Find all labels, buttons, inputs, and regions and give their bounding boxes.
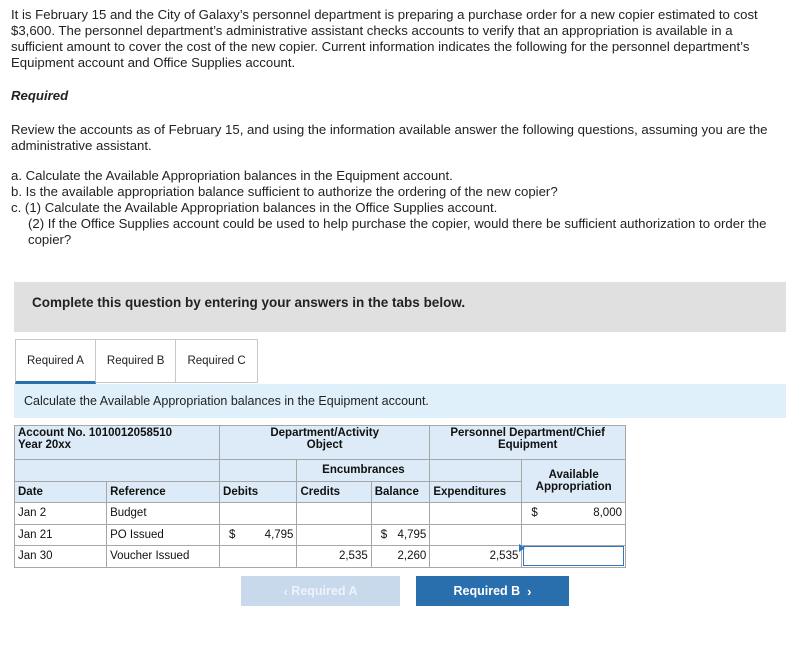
table-row (15, 503, 626, 525)
row-date: Jan 30 (15, 546, 107, 568)
equipment-label: Equipment (497, 439, 558, 451)
available-appropriation-jan30-input[interactable] (522, 546, 626, 568)
account-year: Year 20xx (18, 439, 72, 451)
balance-jan30: 2,260 (371, 546, 430, 568)
row-reference: PO Issued (107, 524, 220, 546)
instructions-banner: Complete this question by entering your answers in the tabs below. (14, 282, 786, 332)
col-debits: Debits (220, 481, 297, 503)
available-label: Available (548, 469, 599, 481)
question-b: b. Is the available appropriation balance sufficient to authorize the ordering of the new copier? (11, 184, 558, 199)
row-reference: Budget (107, 503, 220, 525)
available-appropriation-jan2 (522, 503, 626, 525)
col-expenditures: Expenditures (430, 481, 522, 503)
next-required-b-button[interactable] (416, 576, 569, 606)
tab-required-a[interactable]: Required A (15, 339, 96, 384)
tab-required-c[interactable]: Required C (176, 339, 257, 383)
available-value: 8,000 (593, 507, 622, 520)
review-text: Review the accounts as of February 15, and using the information available answer the following questions, assuming you are the administrative assistant. (11, 122, 768, 153)
question-list (11, 168, 783, 248)
prev-required-a-button[interactable] (241, 576, 400, 606)
debits-value: 4,795 (264, 528, 294, 541)
tab-instruction: Calculate the Available Appropriation balances in the Equipment account. (14, 384, 786, 418)
col-credits: Credits (297, 481, 371, 503)
personnel-header (430, 426, 626, 460)
table-row (15, 524, 626, 546)
question-c1: c. (1) Calculate the Available Appropriation balances in the Office Supplies account. (11, 200, 498, 215)
next-button-label: Required B (453, 584, 521, 598)
question-a: a. Calculate the Available Appropriation balances in the Equipment account. (11, 168, 453, 183)
required-heading: Required (11, 88, 69, 103)
debits-jan21 (220, 524, 297, 546)
expenditures-jan30: 2,535 (430, 546, 522, 568)
chevron-left-icon: ‹ (283, 583, 288, 599)
question-c2: (2) If the Office Supplies account could be used to help purchase the copier, would there be sufficient authorization to order the copier? (28, 216, 767, 247)
dollar-sign: $ (229, 528, 236, 541)
row-reference: Voucher Issued (107, 546, 220, 568)
dollar-sign: $ (380, 528, 388, 541)
encumbrances-header: Encumbrances (297, 460, 430, 482)
dollar-sign: $ (531, 507, 538, 520)
account-number: Account No. 1010012058510 (18, 427, 173, 439)
row-date: Jan 2 (15, 503, 107, 525)
tab-bar (15, 339, 258, 384)
object-label: Object (306, 439, 343, 451)
row-date: Jan 21 (15, 524, 107, 546)
active-input-marker-icon (519, 544, 525, 552)
equipment-ledger-table (14, 425, 626, 568)
problem-intro: It is February 15 and the City of Galaxy’s personnel department is preparing a purchase order for a new copier estimated to cost $3,600. The personnel department’s administrative assistant checks accounts to verify that an appropriation is available in a sufficient amount to cover the cost of the new copier. Current information indicates the following for the personnel department’s Equipment account and Office Supplies account. (11, 7, 758, 70)
tab-required-b[interactable]: Required B (96, 339, 177, 383)
appropriation-label: Appropriation (535, 481, 612, 493)
account-header (15, 426, 220, 460)
balance-jan21 (371, 524, 430, 546)
table-row (15, 546, 626, 568)
available-appropriation-jan21-input[interactable] (522, 524, 626, 546)
department-activity-header (220, 426, 430, 460)
balance-value: 4,795 (397, 528, 427, 541)
department-activity-label: Department/Activity (270, 427, 379, 439)
col-date: Date (15, 481, 107, 503)
col-reference: Reference (107, 481, 220, 503)
input-box[interactable] (523, 546, 624, 566)
chevron-right-icon: › (527, 583, 532, 599)
available-appropriation-header (522, 460, 626, 503)
prev-button-label: Required A (291, 584, 358, 598)
credits-jan30: 2,535 (297, 546, 371, 568)
personnel-label: Personnel Department/Chief (450, 427, 605, 439)
col-balance: Balance (371, 481, 430, 503)
